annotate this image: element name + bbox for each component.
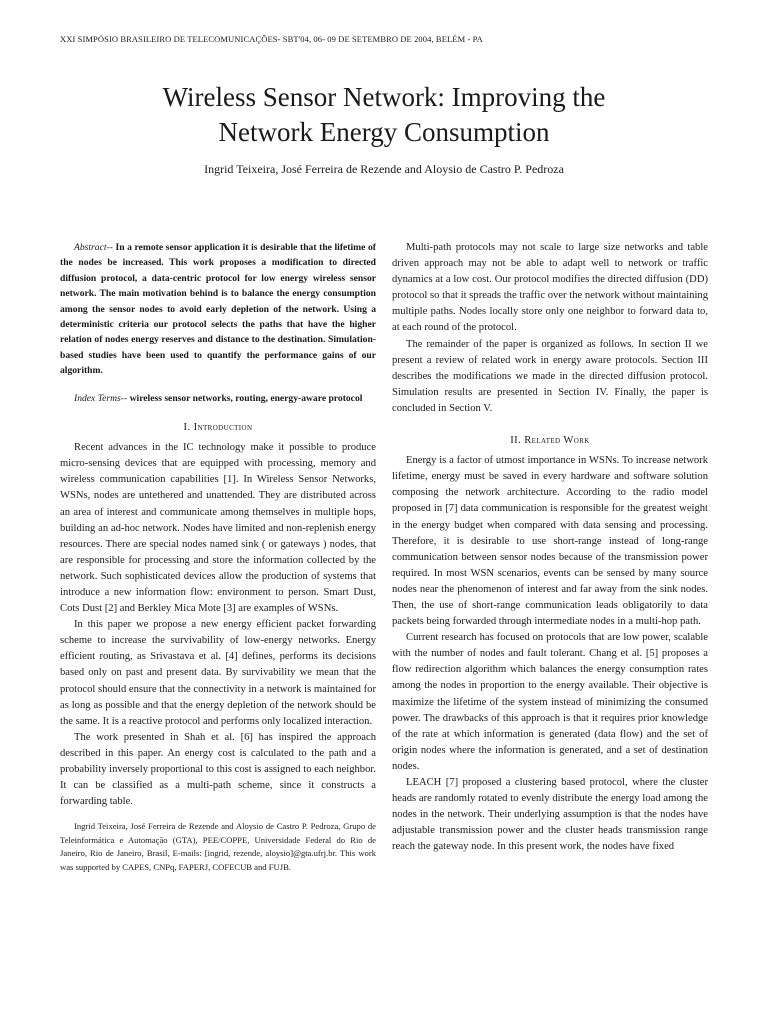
intro-paragraph-3: The work presented in Shah et al. [6] has inspired the approach described in this paper. An energy cost is calculated to the path and a probability inversely proportional to this cost is assigned to each neighbor. It can be classified as a multi-path scheme, since it constructs a forwarding table. bbox=[60, 731, 376, 808]
intro-paragraph-5: The remainder of the paper is organized as follows. In section II we present a review of related work in energy aware protocols. Section III describes the modifications we made in the directed diffusion protocol. Simulation results are presented in Section IV. Finally, the paper is concluded in Section V. bbox=[392, 338, 708, 414]
related-paragraph-2: Current research has focused on protocols that are low power, scalable with the number of nodes and fault tolerant. Chang et al. [5] proposes a flow redirection algorithm which balances the energy consumption rates among the nodes in proportion to the energy available. Their objective is maximize the lifetime of the system instead of minimizing the consumed power. The drawbacks of this approach is that it requires prior knowledge of the rate at which information is generated (data flow) and the set of origin nodes where the information is generated, and a set of destination nodes. bbox=[392, 632, 708, 772]
section-heading-introduction: I. Introduction bbox=[183, 422, 253, 434]
related-paragraph-1: Energy is a factor of utmost importance in WSNs. To increase network lifetime, energy must be saved in every hardware and software solution composing the network architecture. According to the radio model proposed in [7] data communication is responsible for the greatest weight in the energy budget when compared with data sensing and processing. Therefore, it is desirable to use short-range instead of long-range communication between sensor nodes because of the transmission power required. In most WSN scenarios, events can be sensed by many source nodes near the phenomenon of interest and far away from the sink nodes. Then, the use of short-range communication leads obligatorily to data packets being forwarded through intermediate nodes in a multi-hop path. bbox=[392, 455, 708, 628]
section-heading-related-work: II. Related Work bbox=[510, 435, 590, 447]
index-terms-label: Index Terms-- bbox=[74, 392, 128, 404]
author-footnote: Ingrid Teixeira, José Ferreira de Rezende and Aloysio de Castro P. Pedroza, Grupo de Teleinformática e Automação (GTA), PEE/COPPE, Universidade Federal do Rio de Janeiro, Rio de Janeiro, Brasil, E-mails: [ingrid, rezende, aloysio]@gta.ufrj.br. This work was supported by CAPES, CNPq, FAPERJ, COFECUB and FUJB. bbox=[60, 821, 376, 872]
index-terms bbox=[60, 391, 376, 406]
left-column bbox=[60, 240, 376, 874]
paper-title bbox=[60, 80, 708, 150]
paper-title-line-2: Network Energy Consumption bbox=[218, 117, 550, 147]
conference-header: XXI SIMPÓSIO BRASILEIRO DE TELECOMUNICAÇÕES- SBT'04, 06- 09 DE SETEMBRO DE 2004, BELÉM - PA bbox=[60, 34, 483, 44]
right-column bbox=[392, 240, 708, 855]
intro-paragraph-4: Multi-path protocols may not scale to large size networks and table driven approach may not be able to adapt well to network or traffic dynamics at a low cost. Our protocol modifies the directed diffusion (DD) protocol so that it spreads the traffic over the network without maintaining multiple paths. Nodes locally store only one neighbor to forward data to, at each round of the protocol. bbox=[392, 242, 708, 334]
index-terms-text: wireless sensor networks, routing, energy-aware protocol bbox=[127, 392, 363, 404]
related-paragraph-3: LEACH [7] proposed a clustering based protocol, where the cluster heads are randomly rotated to evenly distribute the energy load among the nodes in the network. Their underlying assumption is that the nodes have adjustable transmission power and the cluster heads transmission range reach the gateway node. In this present work, the nodes have fixed bbox=[392, 777, 708, 853]
abstract-label: Abstract-- bbox=[74, 242, 113, 253]
intro-paragraph-1: Recent advances in the IC technology make it possible to produce micro-sensing devices that are equipped with processing, memory and wireless communication capabilities [1]. In Wireless Sensor Networks, WSNs, nodes are untethered and unattended. They are distributed across an area of interest and communicate among themselves in multiple hops, building an ad-hoc network. Nodes have limited and non-replenish energy resources. There are special nodes named sink ( or gateways ) nodes, that are responsible for processing and store the information collected by the network. Such sophisticated devices allow the production of systems that introduce a new information flow: environment to person. Smart Dust, Cots Dust [2] and Berkley Mica Mote [3] are examples of WSNs. bbox=[60, 442, 376, 615]
abstract-text: In a remote sensor application it is desirable that the lifetime of the nodes be increased. This work proposes a modification to directed diffusion protocol, a data-centric protocol for low energy wireless sensor network. The main motivation behind is to balance the energy consumption among the sensor nodes to avoid early depletion of the network. Using a deterministic criteria our protocol selects the paths that have the higher relation of nodes energy reserves and distance to the destination. Simulation-based studies have been used to quantify the performance gains of our algorithm. bbox=[60, 242, 376, 377]
paper-title-line-1: Wireless Sensor Network: Improving the bbox=[162, 82, 606, 112]
author-list: Ingrid Teixeira, José Ferreira de Rezende and Aloysio de Castro P. Pedroza bbox=[204, 162, 564, 176]
intro-paragraph-2: In this paper we propose a new energy efficient packet forwarding scheme to increase the survivability of low-energy networks. Energy efficient routing, as Srivastava et al. [4] defines, performs its decisions based only on past and present data. By survivability we mean that the protocol should ensure that the connectivity in a network is maintained for as long as possible and that the energy depletion of the network should be the same. It is a reactive protocol and performs only localized interaction. bbox=[60, 619, 376, 727]
abstract bbox=[60, 240, 376, 379]
